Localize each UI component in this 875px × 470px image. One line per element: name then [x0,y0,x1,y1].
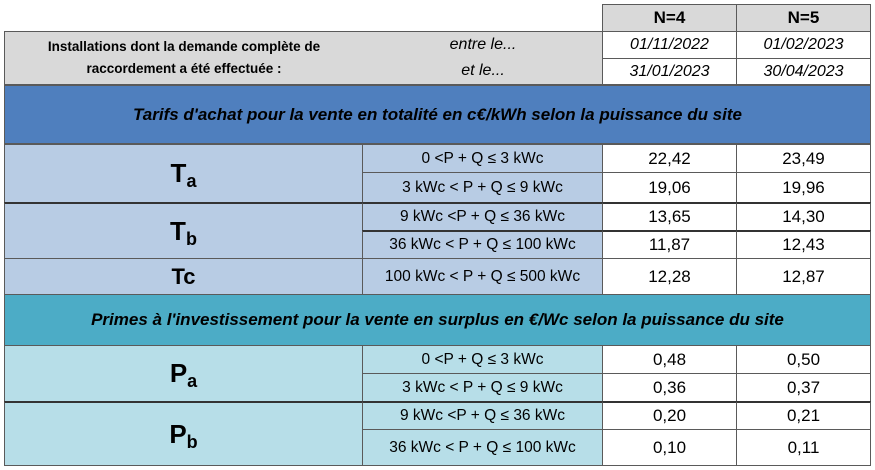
symbol-ta-main: T [170,158,187,188]
range-cell: 36 kWc < P + Q ≤ 100 kWc [362,230,603,259]
value-cell: 22,42 [602,144,737,173]
range-cell: 0 <P + Q ≤ 3 kWc [362,345,603,374]
column-header-n5: N=5 [736,4,871,32]
range-cell: 3 kWc < P + Q ≤ 9 kWc [362,172,603,203]
range-cell: 0 <P + Q ≤ 3 kWc [362,144,603,173]
value-cell: 13,65 [602,202,737,231]
symbol-pa-sub: a [187,371,198,391]
value-cell: 0,37 [736,373,871,402]
range-cell: 3 kWc < P + Q ≤ 9 kWc [362,373,603,402]
range-cell: 100 kWc < P + Q ≤ 500 kWc [362,258,603,295]
value-cell: 12,28 [602,258,737,295]
value-cell: 19,96 [736,172,871,203]
n5-start-date: 01/02/2023 [736,31,871,59]
symbol-pb [4,401,363,466]
symbol-ta-sub: a [186,171,197,191]
value-cell: 0,11 [736,429,871,466]
value-cell: 12,43 [736,230,871,259]
n5-end-date: 30/04/2023 [736,58,871,85]
value-cell: 23,49 [736,144,871,173]
value-cell: 0,20 [602,401,737,430]
symbol-tb-main: T [170,215,186,246]
n4-start-date: 01/11/2022 [602,31,737,59]
value-cell: 12,87 [736,258,871,295]
between-label: entre le... [363,31,603,58]
section2-title: Primes à l'investissement pour la vente en surplus en €/Wc selon la puissance du site [4,294,871,346]
n4-end-date: 31/01/2023 [602,58,737,85]
symbol-tb-sub: b [185,228,197,249]
column-header-n4: N=4 [602,4,737,32]
value-cell: 0,10 [602,429,737,466]
value-cell: 0,48 [602,345,737,374]
symbol-ta [4,144,363,203]
symbol-pa-main: P [169,358,188,388]
range-cell: 9 kWc <P + Q ≤ 36 kWc [362,202,603,231]
intro-label [4,31,364,85]
value-cell: 0,50 [736,345,871,374]
value-cell: 14,30 [736,202,871,231]
range-cell: 9 kWc <P + Q ≤ 36 kWc [362,401,603,430]
value-cell: 0,36 [602,373,737,402]
symbol-pa [4,345,363,402]
and-label: et le... [363,58,603,85]
value-cell: 11,87 [602,230,737,259]
symbol-tb [4,202,363,259]
value-cell: 19,06 [602,172,737,203]
range-cell: 36 kWc < P + Q ≤ 100 kWc [362,429,603,466]
section1-title: Tarifs d'achat pour la vente en totalité en c€/kWh selon la puissance du site [4,85,871,144]
symbol-pb-main: P [169,418,187,449]
intro-label-line1: Installations dont la demande complète de [47,39,321,54]
value-cell: 0,21 [736,401,871,430]
intro-label-line2: raccordement a été effectuée : [86,61,282,76]
symbol-tc: Tc [4,258,363,295]
symbol-pb-sub: b [186,431,198,452]
